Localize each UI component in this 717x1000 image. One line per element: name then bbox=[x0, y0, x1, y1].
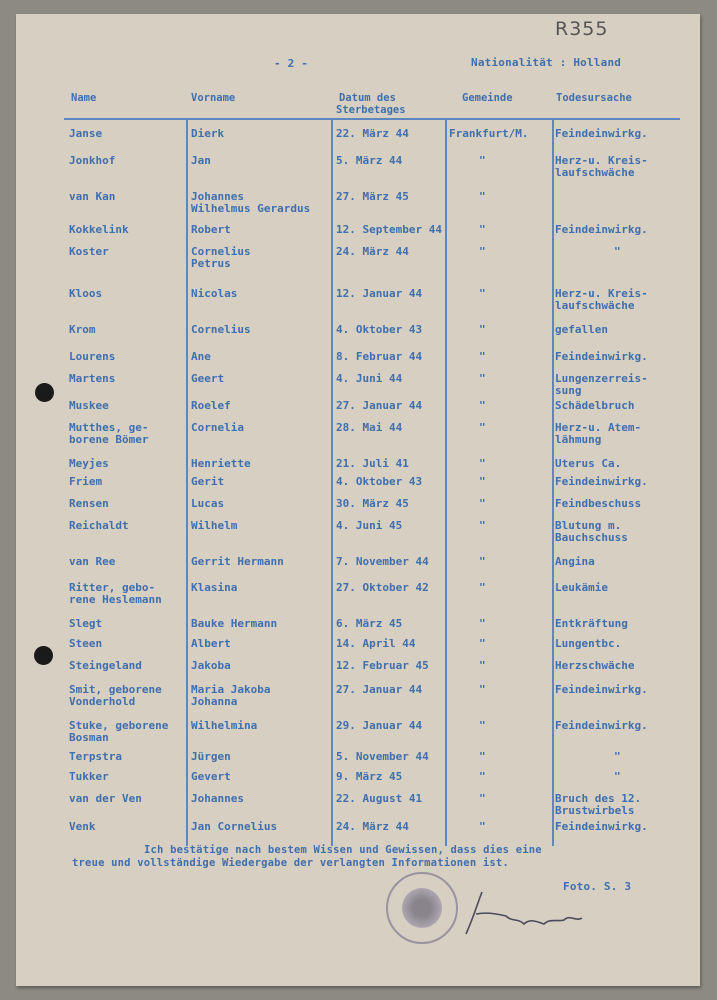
cell-vorname: Jan bbox=[191, 154, 211, 167]
cell-ursache: Feindeinwirkg. bbox=[555, 127, 648, 140]
cell-ursache: Feindeinwirkg. bbox=[555, 350, 648, 363]
cell-gemeinde: " bbox=[479, 820, 486, 833]
cell-vorname: Cornelius bbox=[191, 323, 251, 336]
cell-gemeinde: " bbox=[479, 190, 486, 203]
cell-gemeinde: " bbox=[479, 421, 486, 434]
cell-datum: 7. November 44 bbox=[336, 555, 429, 568]
cell-ursache: Feindeinwirkg. bbox=[555, 719, 648, 732]
cell-datum: 12. Februar 45 bbox=[336, 659, 429, 672]
cell-gemeinde: " bbox=[479, 792, 486, 805]
column-rule-2 bbox=[331, 120, 333, 846]
cell-datum: 22. August 41 bbox=[336, 792, 423, 805]
cell-gemeinde: " bbox=[479, 223, 486, 236]
cell-gemeinde: " bbox=[479, 350, 486, 363]
cell-ursache: Herz-u. Kreis- laufschwäche bbox=[555, 154, 648, 179]
cell-vorname: Bauke Hermann bbox=[191, 617, 278, 630]
cell-vorname: Albert bbox=[191, 637, 231, 650]
cell-datum: 8. Februar 44 bbox=[336, 350, 423, 363]
col-header-datum-1: Datum des bbox=[339, 92, 396, 104]
cell-ursache: Schädelbruch bbox=[555, 399, 635, 412]
col-header-vorname: Vorname bbox=[191, 92, 236, 104]
cell-name: Lourens bbox=[69, 350, 116, 363]
cell-vorname: Roelef bbox=[191, 399, 231, 412]
cell-vorname: Wilhelmina bbox=[191, 719, 258, 732]
cell-ursache: " bbox=[614, 770, 621, 783]
cell-datum: 4. Juni 44 bbox=[336, 372, 403, 385]
cell-datum: 22. März 44 bbox=[336, 127, 409, 140]
cell-name: Rensen bbox=[69, 497, 109, 510]
cell-vorname: Cornelius Petrus bbox=[191, 245, 251, 270]
cell-gemeinde: " bbox=[479, 719, 486, 732]
punch-hole-top bbox=[35, 383, 54, 402]
cell-datum: 5. März 44 bbox=[336, 154, 403, 167]
cell-name: Ritter, gebo- rene Heslemann bbox=[69, 581, 162, 606]
cell-vorname: Nicolas bbox=[191, 287, 238, 300]
cell-ursache: Lungenzerreis- sung bbox=[555, 372, 648, 397]
cell-datum: 4. Oktober 43 bbox=[336, 475, 423, 488]
cell-datum: 27. März 45 bbox=[336, 190, 409, 203]
cell-vorname: Cornelia bbox=[191, 421, 244, 434]
cell-datum: 24. März 44 bbox=[336, 245, 409, 258]
cell-gemeinde: " bbox=[479, 617, 486, 630]
cell-datum: 30. März 45 bbox=[336, 497, 409, 510]
cell-name: Slegt bbox=[69, 617, 103, 630]
cell-gemeinde: " bbox=[479, 323, 486, 336]
punch-hole-bottom bbox=[34, 646, 53, 665]
cell-datum: 27. Oktober 42 bbox=[336, 581, 429, 594]
cell-ursache: Herz-u. Kreis- laufschwäche bbox=[555, 287, 648, 312]
cell-name: Kokkelink bbox=[69, 223, 129, 236]
cell-datum: 29. Januar 44 bbox=[336, 719, 423, 732]
cell-name: Friem bbox=[69, 475, 103, 488]
cell-gemeinde: " bbox=[479, 372, 486, 385]
confirmation-line-1: Ich bestätige nach bestem Wissen und Gewissen, dass dies eine bbox=[144, 844, 542, 856]
cell-datum: 12. September 44 bbox=[336, 223, 442, 236]
cell-name: Krom bbox=[69, 323, 96, 336]
cell-name: Muskee bbox=[69, 399, 109, 412]
cell-ursache: Feindeinwirkg. bbox=[555, 683, 648, 696]
col-header-datum-2: Sterbetages bbox=[336, 104, 406, 116]
cell-gemeinde: " bbox=[479, 750, 486, 763]
cell-vorname: Ane bbox=[191, 350, 211, 363]
cell-vorname: Wilhelm bbox=[191, 519, 238, 532]
cell-gemeinde: " bbox=[479, 245, 486, 258]
cell-ursache: Entkräftung bbox=[555, 617, 628, 630]
col-header-name: Name bbox=[71, 92, 97, 104]
cell-ursache: Blutung m. Bauchschuss bbox=[555, 519, 628, 544]
cell-vorname: Henriette bbox=[191, 457, 251, 470]
cell-gemeinde: " bbox=[479, 519, 486, 532]
cell-gemeinde: " bbox=[479, 457, 486, 470]
cell-name: Tukker bbox=[69, 770, 109, 783]
cell-name: Terpstra bbox=[69, 750, 122, 763]
cell-name: Venk bbox=[69, 820, 96, 833]
cell-vorname: Johannes bbox=[191, 792, 244, 805]
photo-note: Foto. S. 3 bbox=[563, 880, 632, 893]
cell-name: Martens bbox=[69, 372, 116, 385]
cell-gemeinde: Frankfurt/M. bbox=[449, 127, 529, 140]
cell-vorname: Jakoba bbox=[191, 659, 231, 672]
cell-ursache: Feindeinwirkg. bbox=[555, 820, 648, 833]
column-rule-4 bbox=[552, 120, 554, 846]
column-rule-3 bbox=[445, 120, 447, 846]
cell-gemeinde: " bbox=[479, 154, 486, 167]
cell-gemeinde: " bbox=[479, 683, 486, 696]
cell-gemeinde: " bbox=[479, 399, 486, 412]
cell-vorname: Gerrit Hermann bbox=[191, 555, 284, 568]
cell-datum: 5. November 44 bbox=[336, 750, 429, 763]
cell-vorname: Jürgen bbox=[191, 750, 231, 763]
cell-ursache: Lungentbc. bbox=[555, 637, 622, 650]
cell-vorname: Johannes Wilhelmus Gerardus bbox=[191, 190, 311, 215]
nationality-line: Nationalität : Holland bbox=[471, 56, 622, 69]
cell-datum: 9. März 45 bbox=[336, 770, 403, 783]
cell-datum: 24. März 44 bbox=[336, 820, 409, 833]
cell-datum: 14. April 44 bbox=[336, 637, 416, 650]
cell-datum: 21. Juli 41 bbox=[336, 457, 409, 470]
cell-datum: 12. Januar 44 bbox=[336, 287, 423, 300]
cell-name: Steen bbox=[69, 637, 103, 650]
cell-name: Koster bbox=[69, 245, 109, 258]
column-rule-1 bbox=[186, 120, 188, 846]
cell-vorname: Gerit bbox=[191, 475, 225, 488]
cell-name: Meyjes bbox=[69, 457, 109, 470]
col-header-ursache: Todesursache bbox=[556, 92, 632, 104]
handwritten-signature bbox=[446, 884, 596, 944]
document-page bbox=[16, 14, 700, 986]
cell-name: Stuke, geborene Bosman bbox=[69, 719, 169, 744]
cell-vorname: Maria Jakoba Johanna bbox=[191, 683, 271, 708]
cell-gemeinde: " bbox=[479, 475, 486, 488]
cell-gemeinde: " bbox=[479, 637, 486, 650]
page-number: - 2 - bbox=[274, 57, 309, 70]
cell-name: Reichaldt bbox=[69, 519, 129, 532]
cell-datum: 27. Januar 44 bbox=[336, 399, 423, 412]
cell-gemeinde: " bbox=[479, 581, 486, 594]
cell-vorname: Dierk bbox=[191, 127, 225, 140]
archive-mark: R355 bbox=[555, 18, 609, 40]
cell-ursache: Herz-u. Atem- lähmung bbox=[555, 421, 642, 446]
cell-ursache: Uterus Ca. bbox=[555, 457, 622, 470]
cell-vorname: Geert bbox=[191, 372, 225, 385]
cell-name: van der Ven bbox=[69, 792, 142, 805]
cell-ursache: Feindbeschuss bbox=[555, 497, 642, 510]
col-header-gemeinde: Gemeinde bbox=[462, 92, 513, 104]
cell-ursache: Feindeinwirkg. bbox=[555, 475, 648, 488]
cell-ursache: Bruch des 12. Brustwirbels bbox=[555, 792, 642, 817]
cell-name: Kloos bbox=[69, 287, 103, 300]
cell-gemeinde: " bbox=[479, 287, 486, 300]
confirmation-line-2: treue und vollständige Wiedergabe der verlangten Informationen ist. bbox=[72, 857, 509, 869]
cell-datum: 27. Januar 44 bbox=[336, 683, 423, 696]
cell-ursache: " bbox=[614, 750, 621, 763]
cell-vorname: Klasina bbox=[191, 581, 238, 594]
cell-name: van Kan bbox=[69, 190, 116, 203]
cell-datum: 6. März 45 bbox=[336, 617, 403, 630]
header-rule bbox=[64, 118, 680, 120]
cell-vorname: Jan Cornelius bbox=[191, 820, 278, 833]
cell-ursache: Feindeinwirkg. bbox=[555, 223, 648, 236]
cell-datum: 4. Juni 45 bbox=[336, 519, 403, 532]
cell-vorname: Lucas bbox=[191, 497, 225, 510]
cell-name: Janse bbox=[69, 127, 103, 140]
cell-ursache: gefallen bbox=[555, 323, 608, 336]
cell-datum: 28. Mai 44 bbox=[336, 421, 403, 434]
cell-datum: 4. Oktober 43 bbox=[336, 323, 423, 336]
cell-name: Jonkhof bbox=[69, 154, 116, 167]
cell-ursache: Herzschwäche bbox=[555, 659, 635, 672]
cell-gemeinde: " bbox=[479, 770, 486, 783]
cell-gemeinde: " bbox=[479, 497, 486, 510]
cell-ursache: " bbox=[614, 245, 621, 258]
cell-name: Steingeland bbox=[69, 659, 142, 672]
cell-name: Mutthes, ge- borene Bömer bbox=[69, 421, 149, 446]
cell-vorname: Robert bbox=[191, 223, 231, 236]
cell-ursache: Angina bbox=[555, 555, 595, 568]
cell-gemeinde: " bbox=[479, 555, 486, 568]
cell-ursache: Leukämie bbox=[555, 581, 608, 594]
cell-vorname: Gevert bbox=[191, 770, 231, 783]
cell-gemeinde: " bbox=[479, 659, 486, 672]
cell-name: Smit, geborene Vonderhold bbox=[69, 683, 162, 708]
cell-name: van Ree bbox=[69, 555, 116, 568]
